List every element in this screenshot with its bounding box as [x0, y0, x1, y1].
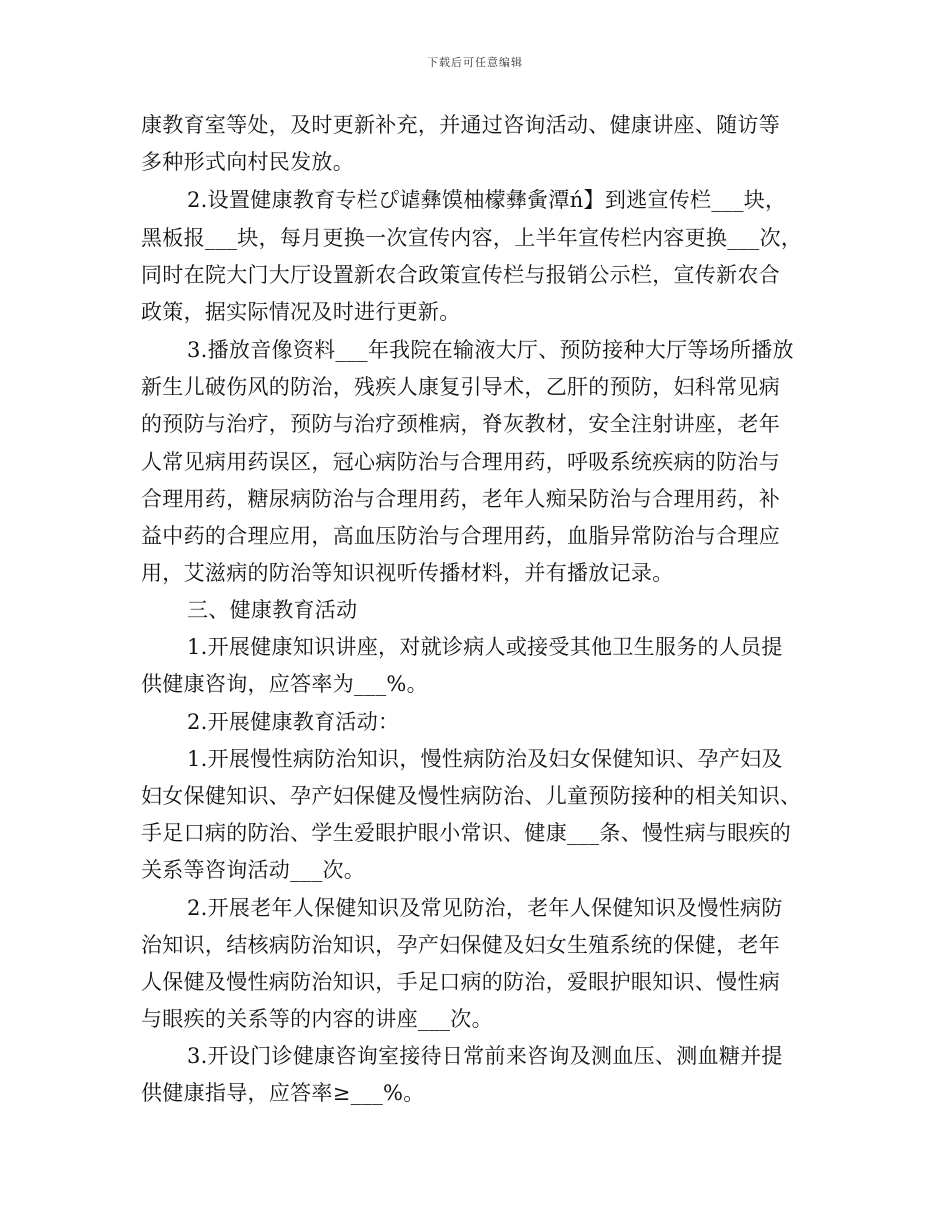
text-line: 政策，据实际情况及时进行更新。 — [141, 300, 461, 324]
text-line: 与眼疾的关系等的内容的讲座___次。 — [141, 1007, 493, 1031]
text-line: 用，艾滋病的防治等知识视听传播材料，并有播放记录。 — [141, 561, 674, 585]
text-line: 手足口病的防治、学生爱眼护眼小常识、健康___条、慢性病与眼疾的 — [141, 821, 792, 845]
text-line: 妇女保健知识、孕产妇保健及慢性病防治、儿童预防接种的相关知识、 — [141, 784, 802, 808]
text-line: 2.开展健康教育活动： — [187, 710, 400, 734]
text-line: 1.开展慢性病防治知识，慢性病防治及妇女保健知识、孕产妇及 — [187, 747, 783, 771]
text-line: 关系等咨询活动___次。 — [141, 858, 366, 882]
text-line: 合理用药，糖尿病防治与合理用药，老年人痴呆防治与合理用药，补 — [141, 487, 780, 511]
text-line: 供健康指导，应答率≥___%。 — [141, 1081, 425, 1105]
text-line: 3.播放音像资料___年我院在输液大厅、预防接种大厅等场所播放 — [187, 338, 794, 362]
text-line: 多种形式向村民发放。 — [141, 150, 354, 174]
text-line: 的预防与治疗，预防与治疗颈椎病，脊灰教材，安全注射讲座，老年 — [141, 412, 780, 436]
text-line: 黑板报___块，每月更换一次宣传内容，上半年宣传栏内容更换___次， — [141, 226, 803, 250]
text-line: 2.开展老年人保健知识及常见防治，老年人保健知识及慢性病防 — [187, 896, 783, 920]
text-line: 供健康咨询，应答率为___%。 — [141, 672, 428, 696]
text-line: 康教育室等处，及时更新补充，并通过咨询活动、健康讲座、随访等 — [141, 113, 780, 137]
text-line: 益中药的合理应用，高血压防治与合理用药，血脂异常防治与合理应 — [141, 524, 780, 548]
text-line: 同时在院大门大厅设置新农合政策宣传栏与报销公示栏，宣传新农合 — [141, 263, 780, 287]
text-line: 治知识，结核病防治知识，孕产妇保健及妇女生殖系统的保健，老年 — [141, 933, 780, 957]
text-line: 新生儿破伤风的防治，残疾人康复引导术，乙肝的预防，妇科常见病 — [141, 375, 780, 399]
text-line: 2.设置健康教育专栏ぴ谑彝馍柚檬彝夤潭ń】到逃宣传栏___块， — [187, 188, 787, 212]
text-line: 3.开设门诊健康咨询室接待日常前来咨询及测血压、测血糖并提 — [187, 1044, 783, 1068]
page-header-note: 下载后可任意编辑 — [427, 56, 523, 69]
text-line: 人保健及慢性病防治知识，手足口病的防治，爱眼护眼知识、慢性病 — [141, 970, 780, 994]
text-line: 1.开展健康知识讲座，对就诊病人或接受其他卫生服务的人员提 — [187, 635, 783, 659]
section-heading: 三、健康教育活动 — [187, 598, 358, 622]
text-line: 人常见病用药误区，冠心病防治与合理用药，呼吸系统疾病的防治与 — [141, 450, 780, 474]
